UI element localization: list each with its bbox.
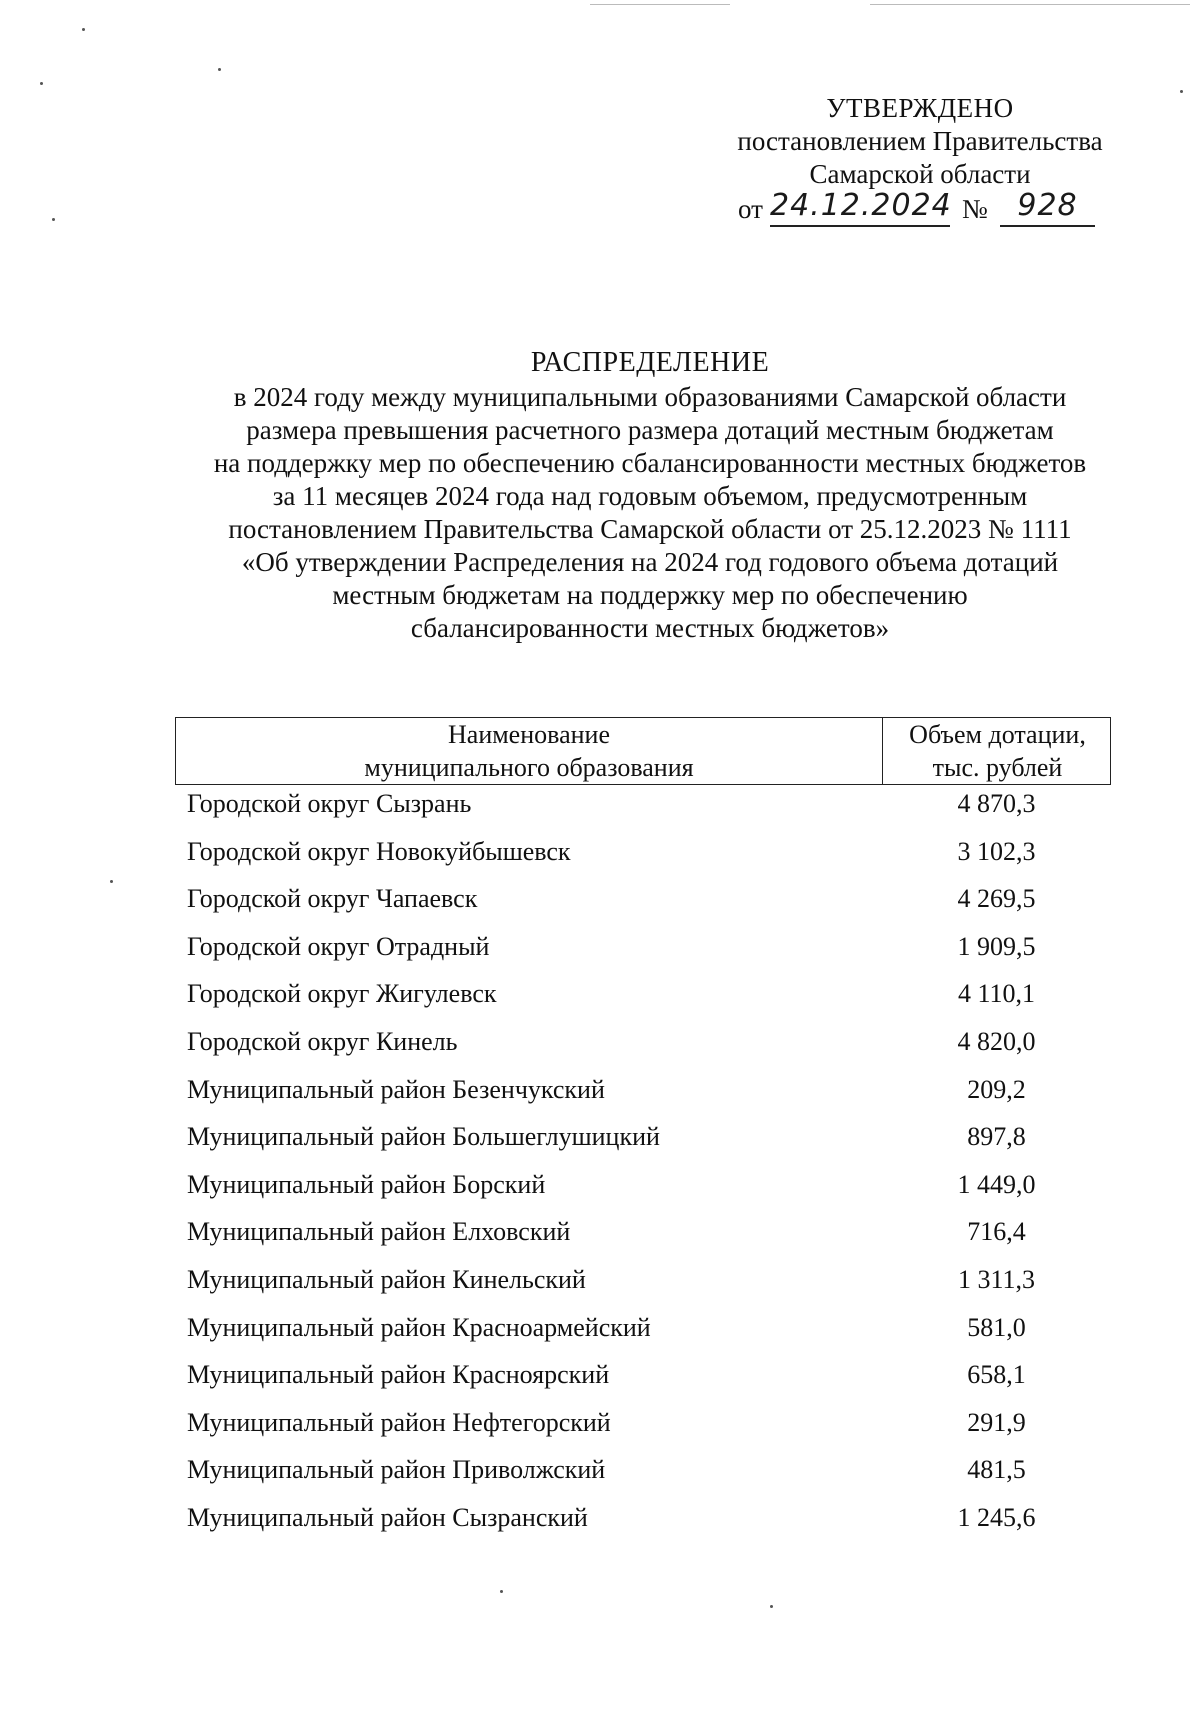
row-value: 4 870,3 (957, 789, 1036, 818)
row-value: 658,1 (967, 1360, 1026, 1390)
handwritten-date: 24.12.2024 (770, 187, 950, 227)
header-value-cell (883, 718, 1112, 784)
table-row (175, 928, 1111, 976)
scan-speck (40, 82, 43, 85)
distribution-table (175, 717, 1111, 1547)
table-row (175, 785, 1111, 833)
row-value: 4 269,5 (957, 884, 1036, 914)
scan-artifact-line (870, 4, 1190, 5)
table-row (175, 880, 1111, 928)
document-title-block (150, 346, 1150, 645)
approval-line-1: постановлением Правительства (737, 126, 1103, 156)
row-value: 1 245,6 (957, 1502, 1036, 1532)
row-name: Муниципальный район Безенчукский (187, 1074, 605, 1104)
scan-speck (770, 1605, 773, 1608)
row-name: Муниципальный район Красноярский (187, 1360, 610, 1390)
subtitle-line: за 11 месяцев 2024 года над годовым объемом, предусмотренным (272, 481, 1028, 511)
scan-speck (110, 880, 113, 883)
row-name: Городской округ Сызрань (187, 789, 472, 818)
scan-speck (218, 68, 221, 71)
date-prefix: от (738, 194, 763, 224)
row-name: Муниципальный район Борский (187, 1169, 546, 1199)
handwritten-number: 928 (1000, 187, 1095, 227)
row-name: Городской округ Отрадный (187, 931, 490, 961)
row-value: 1 311,3 (957, 1264, 1036, 1294)
row-value: 291,9 (967, 1407, 1026, 1437)
approval-heading: УТВЕРЖДЕНО (826, 93, 1014, 123)
row-name: Муниципальный район Елховский (187, 1217, 571, 1247)
table-header (175, 717, 1111, 785)
row-name: Городской округ Кинель (187, 1026, 458, 1056)
row-name: Муниципальный район Большеглушицкий (187, 1122, 660, 1152)
subtitle-line: сбалансированности местных бюджетов» (410, 613, 890, 643)
row-name: Муниципальный район Нефтегорский (187, 1407, 611, 1437)
scan-speck (1180, 90, 1183, 93)
header-value-line-1: Объем дотации, (909, 720, 1086, 749)
table-row (175, 1356, 1111, 1404)
table-row (175, 1023, 1111, 1071)
table-row (175, 1213, 1111, 1261)
document-title: РАСПРЕДЕЛЕНИЕ (530, 347, 770, 378)
table-row (175, 1071, 1111, 1119)
row-value: 3 102,3 (957, 836, 1036, 866)
subtitle-line: постановлением Правительства Самарской области от 25.12.2023 № 1111 (228, 514, 1072, 544)
row-name: Муниципальный район Красноармейский (187, 1312, 651, 1342)
header-value-line-2: тыс. рублей (932, 753, 1063, 782)
row-value: 481,5 (967, 1455, 1026, 1485)
header-name-line-2: муниципального образования (364, 753, 694, 782)
row-value: 209,2 (967, 1074, 1026, 1104)
table-row (175, 1451, 1111, 1499)
row-value: 4 110,1 (957, 979, 1036, 1009)
table-row (175, 1166, 1111, 1214)
scan-speck (52, 218, 55, 221)
row-value: 1 909,5 (957, 931, 1036, 961)
row-value: 4 820,0 (957, 1026, 1036, 1056)
row-value: 716,4 (967, 1217, 1026, 1247)
header-name-cell (176, 718, 883, 784)
scan-speck (500, 1590, 503, 1593)
header-name-line-1: Наименование (448, 720, 610, 749)
row-name: Городской округ Жигулевск (187, 979, 497, 1009)
row-value: 897,8 (967, 1122, 1026, 1152)
approval-date-line (700, 188, 1140, 231)
table-row (175, 833, 1111, 881)
row-name: Городской округ Чапаевск (187, 884, 478, 914)
subtitle-line: размера превышения расчетного размера дотаций местным бюджетам (246, 415, 1054, 445)
scan-speck (82, 28, 85, 31)
table-row (175, 975, 1111, 1023)
approval-block (700, 92, 1140, 231)
subtitle-line: «Об утверждении Распределения на 2024 год годового объема дотаций (241, 547, 1059, 577)
approval-line-2: Самарской области (809, 159, 1031, 189)
number-sign: № (962, 194, 988, 224)
scan-artifact-line (590, 4, 730, 5)
subtitle-line: в 2024 году между муниципальными образованиями Самарской области (233, 382, 1067, 412)
row-value: 581,0 (967, 1312, 1026, 1342)
table-row (175, 1309, 1111, 1357)
table-row (175, 1499, 1111, 1547)
table-row (175, 1118, 1111, 1166)
subtitle-line: на поддержку мер по обеспечению сбалансированности местных бюджетов (213, 448, 1087, 478)
row-name: Городской округ Новокуйбышевск (187, 836, 571, 866)
row-name: Муниципальный район Сызранский (187, 1502, 588, 1532)
table-row (175, 1261, 1111, 1309)
row-name: Муниципальный район Приволжский (187, 1455, 606, 1485)
row-name: Муниципальный район Кинельский (187, 1264, 586, 1294)
table-row (175, 1404, 1111, 1452)
row-value: 1 449,0 (957, 1169, 1036, 1199)
subtitle-line: местным бюджетам на поддержку мер по обеспечению (332, 580, 968, 610)
